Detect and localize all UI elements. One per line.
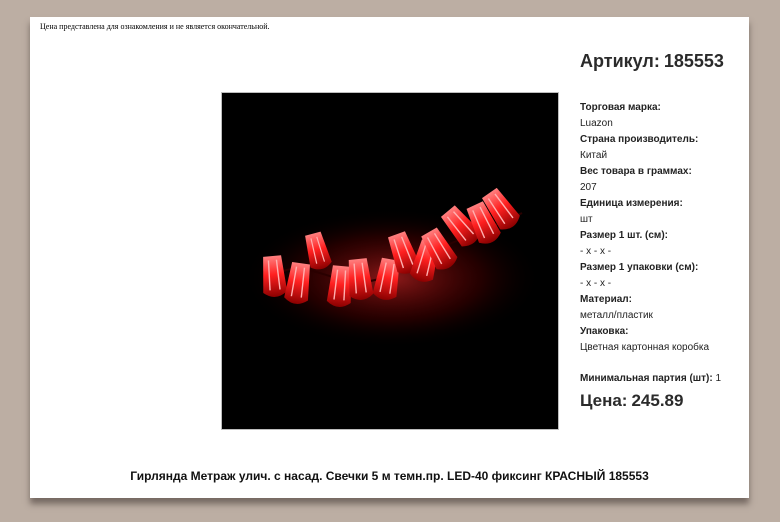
article-value: 185553 (663, 51, 724, 71)
price-label: Цена: (580, 391, 628, 410)
spec-item-size (580, 228, 745, 260)
product-sheet (30, 17, 749, 498)
spec-packaging (580, 324, 745, 356)
spec-label: Вес товара в граммах: (580, 166, 692, 177)
spec-brand (580, 100, 745, 132)
spec-value: Цветная картонная коробка (580, 342, 710, 353)
article-number (580, 51, 724, 72)
spec-value: 207 (580, 182, 597, 193)
spec-weight (580, 164, 745, 196)
spec-country (580, 132, 745, 164)
specs-list (580, 100, 745, 356)
spec-value: Китай (580, 150, 608, 161)
spec-label: Страна производитель: (580, 134, 699, 145)
spec-material (580, 292, 745, 324)
spec-unit (580, 196, 745, 228)
spec-value: - х - х - (580, 246, 612, 257)
article-label: Артикул: (580, 51, 660, 71)
price-value: 245.89 (631, 391, 684, 410)
spec-label: Размер 1 шт. (см): (580, 230, 668, 241)
spec-label: Материал: (580, 294, 632, 305)
min-batch (580, 373, 721, 384)
spec-value: - х - х - (580, 278, 612, 289)
led-garland-image (222, 93, 558, 429)
product-photo (221, 92, 559, 430)
spec-value: Luazon (580, 118, 613, 129)
min-batch-value: 1 (715, 373, 722, 384)
price (580, 391, 683, 411)
spec-value: шт (580, 214, 593, 225)
price-disclaimer: Цена представлена для ознакомления и не является окончательной. (40, 22, 270, 31)
spec-value: металл/пластик (580, 310, 653, 321)
spec-label: Размер 1 упаковки (см): (580, 262, 699, 273)
product-title: Гирлянда Метраж улич. с насад. Свечки 5 м темн.пр. LED-40 фиксинг КРАСНЫЙ 185553 (130, 469, 649, 483)
spec-label: Упаковка: (580, 326, 629, 337)
min-batch-label: Минимальная партия (шт): (580, 373, 713, 384)
spec-label: Торговая марка: (580, 102, 661, 113)
spec-package-size (580, 260, 745, 292)
spec-label: Единица измерения: (580, 198, 683, 209)
